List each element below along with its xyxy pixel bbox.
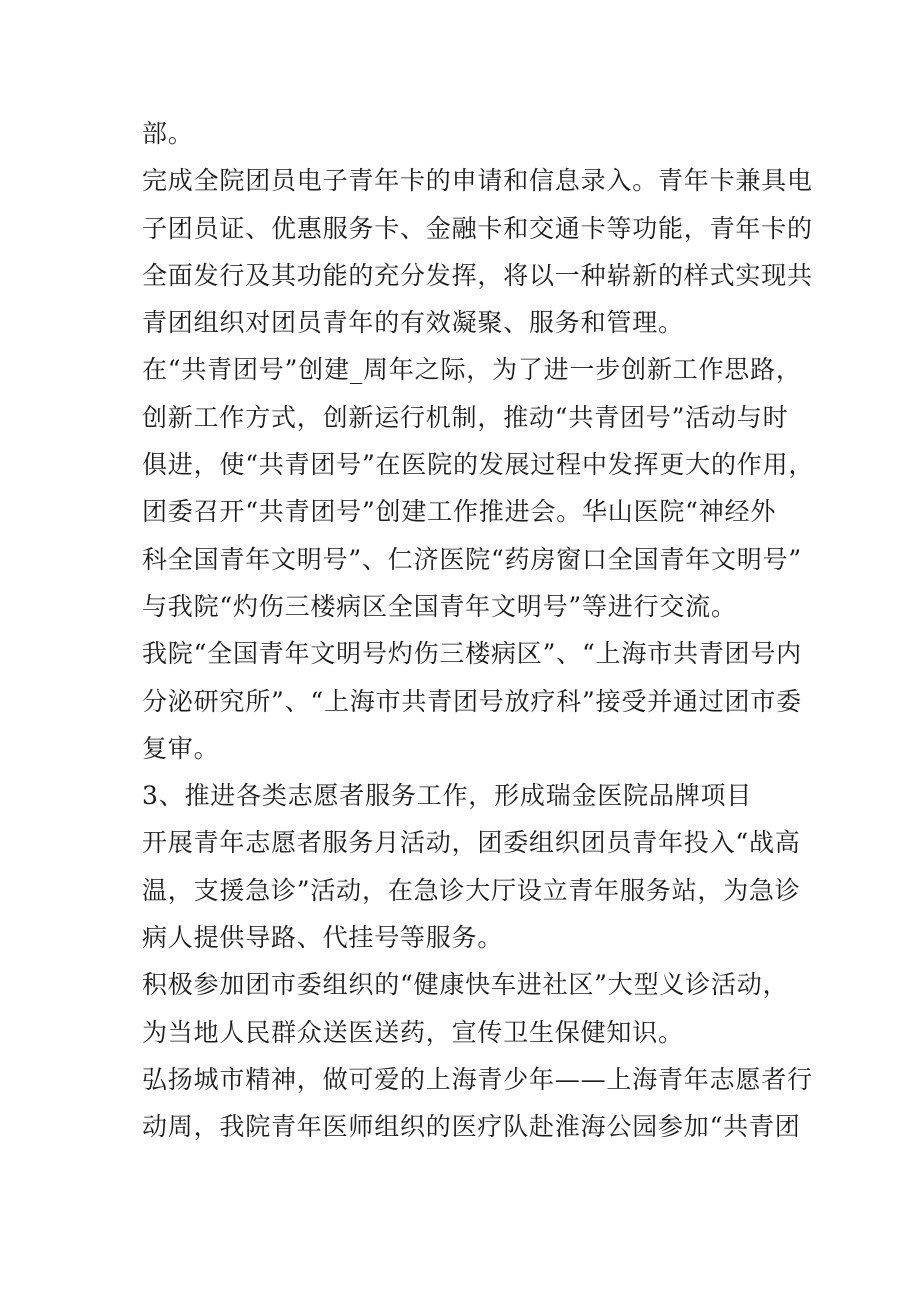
text-line: 创新工作方式，创新运行机制，推动“共青团号”活动与时 (142, 402, 789, 432)
paragraph-volunteer-month (142, 819, 802, 961)
paragraph-city-spirit (142, 1056, 813, 1151)
paragraph-review (142, 630, 802, 772)
text-line: 积极参加团市委组织的“健康快车进社区”大型义诊活动， (142, 970, 789, 1000)
text-line: 团委召开“共青团号”创建工作推进会。华山医院“神经外 (142, 497, 777, 527)
text-line: 全面发行及其功能的充分发挥，将以一种崭新的样式实现共 (142, 260, 813, 290)
text-line: 俱进，使“共青团号”在医院的发展过程中发挥更大的作用， (142, 450, 815, 480)
text-line: 子团员证、优惠服务卡、金融卡和交通卡等功能，青年卡的 (142, 213, 813, 243)
paragraph-continuation (142, 110, 802, 157)
document-body (142, 110, 815, 1151)
text-line: 病人提供导路、代挂号等服务。 (142, 923, 504, 953)
paragraph-youth-league-number (142, 346, 815, 630)
text-line: 动周，我院青年医师组织的医疗队赴淮海公园参加“共青团 (142, 1112, 801, 1142)
text-line: 部。 (142, 119, 194, 148)
text-line: 复审。 (142, 733, 220, 763)
text-line: 完成全院团员电子青年卡的申请和信息录入。青年卡兼具电 (142, 166, 813, 196)
paragraph-youth-card (142, 157, 813, 346)
section-heading: 3、推进各类志愿者服务工作，形成瑞金医院品牌项目 (142, 781, 753, 811)
text-line: 我院“全国青年文明号灼伤三楼病区”、“上海市共青团号内 (142, 639, 802, 669)
text-line: 在“共青团号”创建_周年之际，为了进一步创新工作思路， (142, 355, 802, 385)
text-line: 青团组织对团员青年的有效凝聚、服务和管理。 (142, 308, 684, 338)
text-line: 科全国青年文明号”、仁济医院“药房窗口全国青年文明号” (142, 544, 802, 574)
text-line: 分泌研究所”、“上海市共青团号放疗科”接受并通过团市委 (142, 686, 802, 716)
text-line: 开展青年志愿者服务月活动，团委组织团员青年投入“战高 (142, 828, 801, 858)
text-line: 为当地人民群众送医送药，宣传卫生保健知识。 (142, 1017, 684, 1047)
text-line: 温，支援急诊”活动，在急诊大厅设立青年服务站，为急诊 (142, 875, 801, 905)
text-line: 与我院“灼伤三楼病区全国青年文明号”等进行交流。 (142, 591, 737, 621)
text-line: 弘扬城市精神，做可爱的上海青少年——上海青年志愿者行 (142, 1064, 813, 1094)
paragraph-health-express (142, 961, 802, 1056)
section-heading-volunteer (142, 772, 802, 819)
